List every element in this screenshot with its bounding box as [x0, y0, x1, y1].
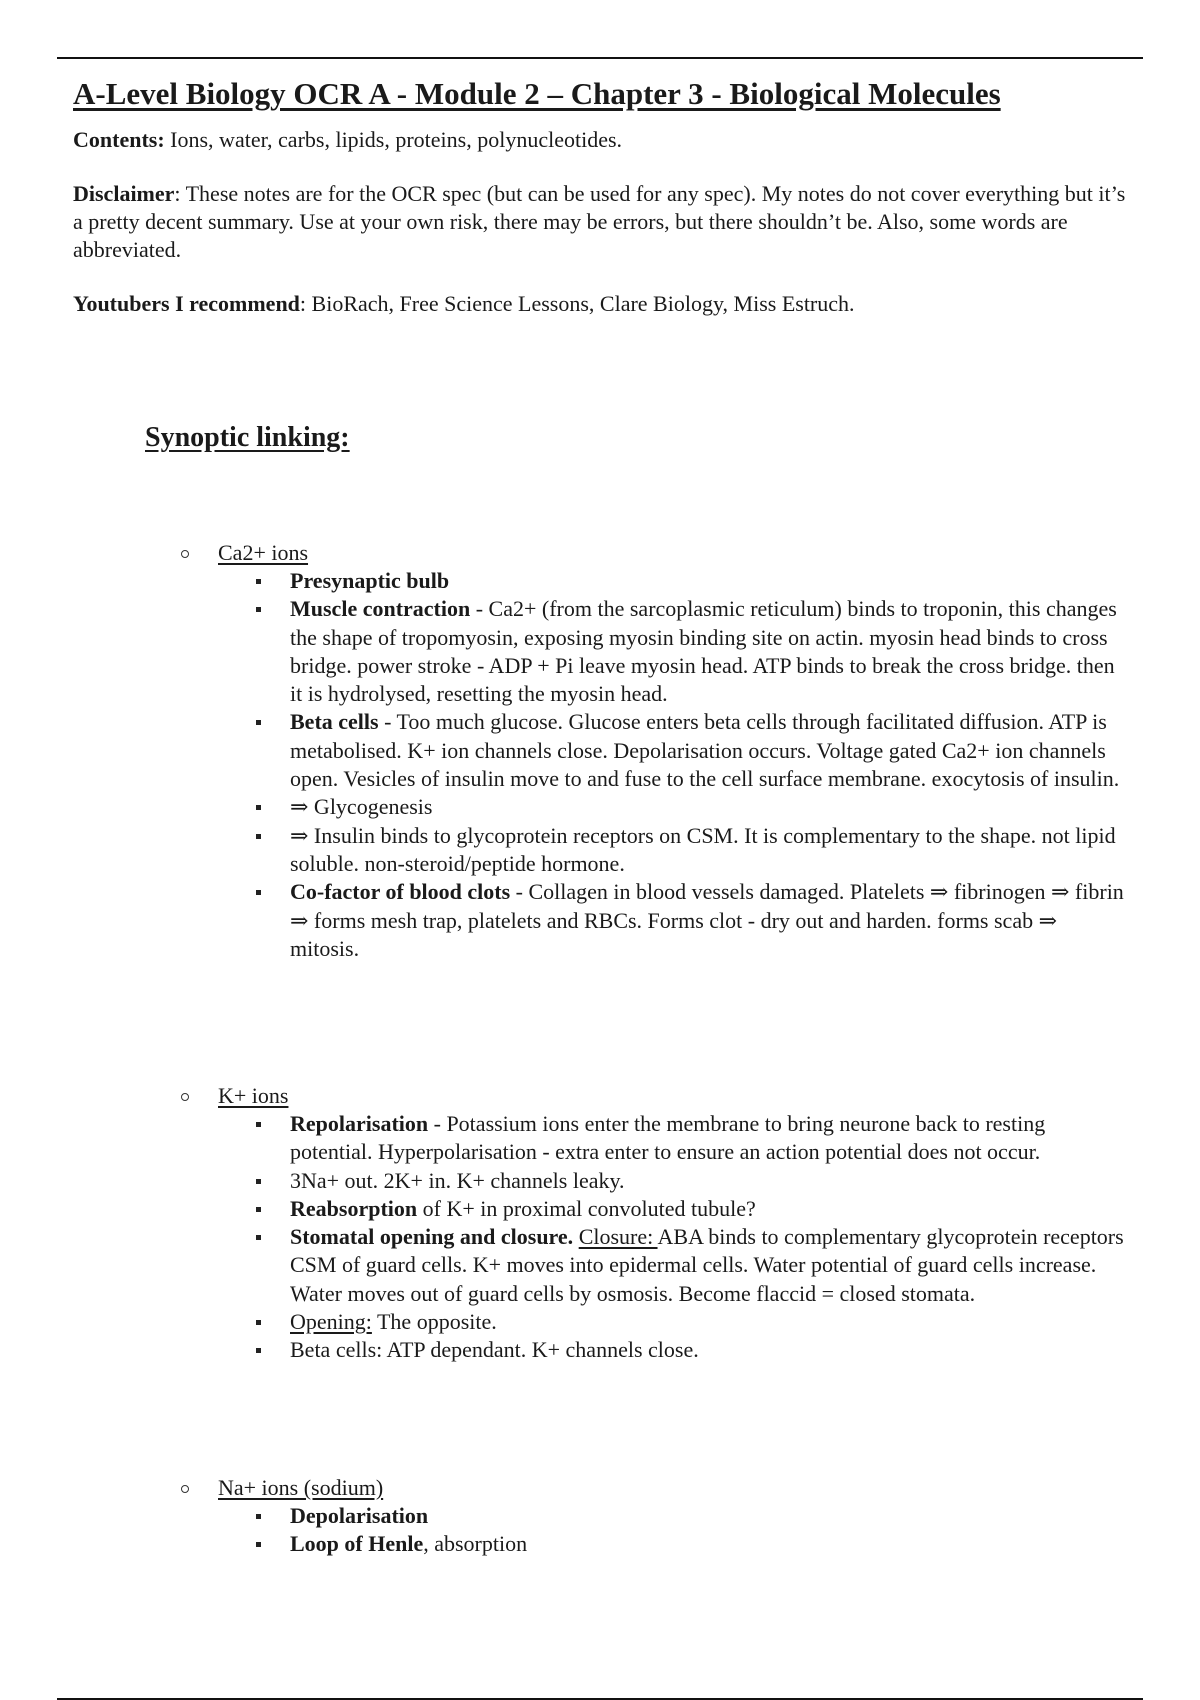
square-bullet-icon [256, 890, 261, 895]
list-item [178, 595, 1128, 708]
presynaptic-bulb-label: Presynaptic bulb [290, 568, 450, 593]
youtubers-label: Youtubers I recommend [73, 291, 300, 316]
square-bullet-icon [256, 1122, 261, 1127]
square-bullet-icon [256, 1542, 261, 1547]
list-item [178, 1223, 1128, 1308]
list-item [178, 1167, 1128, 1195]
square-bullet-icon [256, 1179, 261, 1184]
youtubers-text: : BioRach, Free Science Lessons, Clare Biology, Miss Estruch. [299, 291, 855, 316]
list-item [178, 793, 1128, 821]
closure-text: ABA binds to complementary glycoprotein receptors CSM of guard cells. K+ moves into epidermal cells. Water potential of guard cells increase. Water moves out of guard cells by osmosis. Become flaccid = closed stomata. [290, 1224, 1124, 1306]
hollow-circle-bullet-icon [181, 1485, 189, 1493]
list-item [178, 708, 1128, 793]
k-ions-heading [178, 1082, 1128, 1110]
square-bullet-icon [256, 1320, 261, 1325]
list-item [178, 1195, 1128, 1223]
ca-ions-list [178, 567, 1128, 963]
square-bullet-icon [256, 720, 261, 725]
list-item [178, 878, 1128, 963]
na-ions-list [178, 1502, 1128, 1559]
sodium-potassium-pump-text: 3Na+ out. 2K+ in. K+ channels leaky. [290, 1167, 625, 1193]
top-rule [57, 57, 1143, 59]
beta-cells-text: - Too much glucose. Glucose enters beta cells through facilitated diffusion. ATP is metabolised. K+ ion channels close. Depolarisation occurs. Voltage gated Ca2+ ion channels open. Vesicles of insulin move to and fuse to the cell surface membrane. exocytosis of insulin. [290, 709, 1120, 792]
contents-text: Ions, water, carbs, lipids, proteins, polynucleotides. [164, 127, 623, 152]
ca-ions-heading [178, 539, 1128, 567]
square-bullet-icon [256, 579, 261, 584]
na-ions-heading [178, 1474, 1128, 1502]
square-bullet-icon [256, 834, 261, 839]
list-item [178, 1308, 1128, 1336]
na-ions-heading-label: Na+ ions (sodium) [218, 1475, 384, 1500]
disclaimer-text: : These notes are for the OCR spec (but can be used for any spec). My notes do not cover everything but it’s a pretty decent summary. Use at your own risk, there may be errors, but there shouldn’t be. Also, some words are abbreviated. [73, 181, 1126, 262]
section-title: Synoptic linking: [145, 422, 350, 453]
list-item [178, 567, 1128, 595]
beta-cells-atp-text: Beta cells: ATP dependant. K+ channels close. [290, 1337, 699, 1363]
muscle-contraction-label: Muscle contraction [290, 596, 471, 622]
youtubers-paragraph [73, 290, 1133, 318]
blood-clots-label: Co-factor of blood clots [290, 879, 511, 905]
beta-cells-label: Beta cells [290, 709, 379, 735]
loop-of-henle-text: , absorption [423, 1531, 528, 1557]
square-bullet-icon [256, 1514, 261, 1519]
stomatal-label: Stomatal opening and closure. [290, 1224, 574, 1250]
k-ions-list [178, 1110, 1128, 1365]
opening-text: The opposite. [371, 1309, 497, 1335]
depolarisation-label: Depolarisation [290, 1503, 429, 1528]
hollow-circle-bullet-icon [181, 1093, 189, 1101]
square-bullet-icon [256, 805, 261, 810]
list-item [178, 1336, 1128, 1364]
muscle-contraction-text: - Ca2+ (from the sarcoplasmic reticulum) binds to troponin, this changes the shape of tropomyosin, exposing myosin binding site on actin. myosin head binds to cross bridge. power stroke - ADP + Pi leave myosin head. ATP binds to break the cross bridge. then it is hydrolysed, resetting the myosin head. [290, 596, 1117, 707]
repolarisation-label: Repolarisation [290, 1111, 429, 1136]
blood-clots-text: - Collagen in blood vessels damaged. Platelets ⇒ fibrinogen ⇒ fibrin ⇒ forms mesh trap, platelets and RBCs. Forms clot - dry out and harden. forms scab ⇒ mitosis. [290, 879, 1124, 961]
list-item [178, 1502, 1128, 1530]
insulin-text: ⇒ Insulin binds to glycoprotein receptors on CSM. It is complementary to the shape. not lipid soluble. non-steroid/peptide hormone. [290, 822, 1116, 876]
square-bullet-icon [256, 607, 261, 612]
document-header [73, 74, 1133, 318]
disclaimer-paragraph [73, 180, 1133, 264]
repolarisation-text: - Potassium ions enter the membrane to bring neurone back to resting potential. Hyperpolarisation - extra enter to ensure an action potential does not occur. [290, 1111, 1046, 1165]
square-bullet-icon [256, 1235, 261, 1240]
hollow-circle-bullet-icon [181, 550, 189, 558]
contents-label: Contents: [73, 127, 165, 152]
list-item [178, 1530, 1128, 1558]
na-ions-group [178, 1474, 1128, 1559]
glycogenesis-text: ⇒ Glycogenesis [290, 794, 433, 820]
disclaimer-label: Disclaimer [73, 181, 175, 206]
square-bullet-icon [256, 1348, 261, 1353]
reabsorption-text: of K+ in proximal convoluted tubule? [417, 1195, 756, 1221]
list-item [178, 1110, 1128, 1167]
k-ions-heading-label: K+ ions [218, 1083, 289, 1108]
closure-label: Closure: [578, 1224, 658, 1250]
square-bullet-icon [256, 1207, 261, 1212]
k-ions-group [178, 1082, 1128, 1365]
ca-ions-heading-label: Ca2+ ions [218, 540, 309, 565]
ca-ions-group [178, 539, 1128, 963]
reabsorption-label: Reabsorption [290, 1195, 418, 1221]
opening-label: Opening: [290, 1309, 372, 1335]
loop-of-henle-label: Loop of Henle [290, 1531, 424, 1557]
list-item [178, 822, 1128, 879]
document-title: A-Level Biology OCR A - Module 2 – Chapter 3 - Biological Molecules [73, 76, 1001, 111]
contents-paragraph [73, 126, 1133, 154]
